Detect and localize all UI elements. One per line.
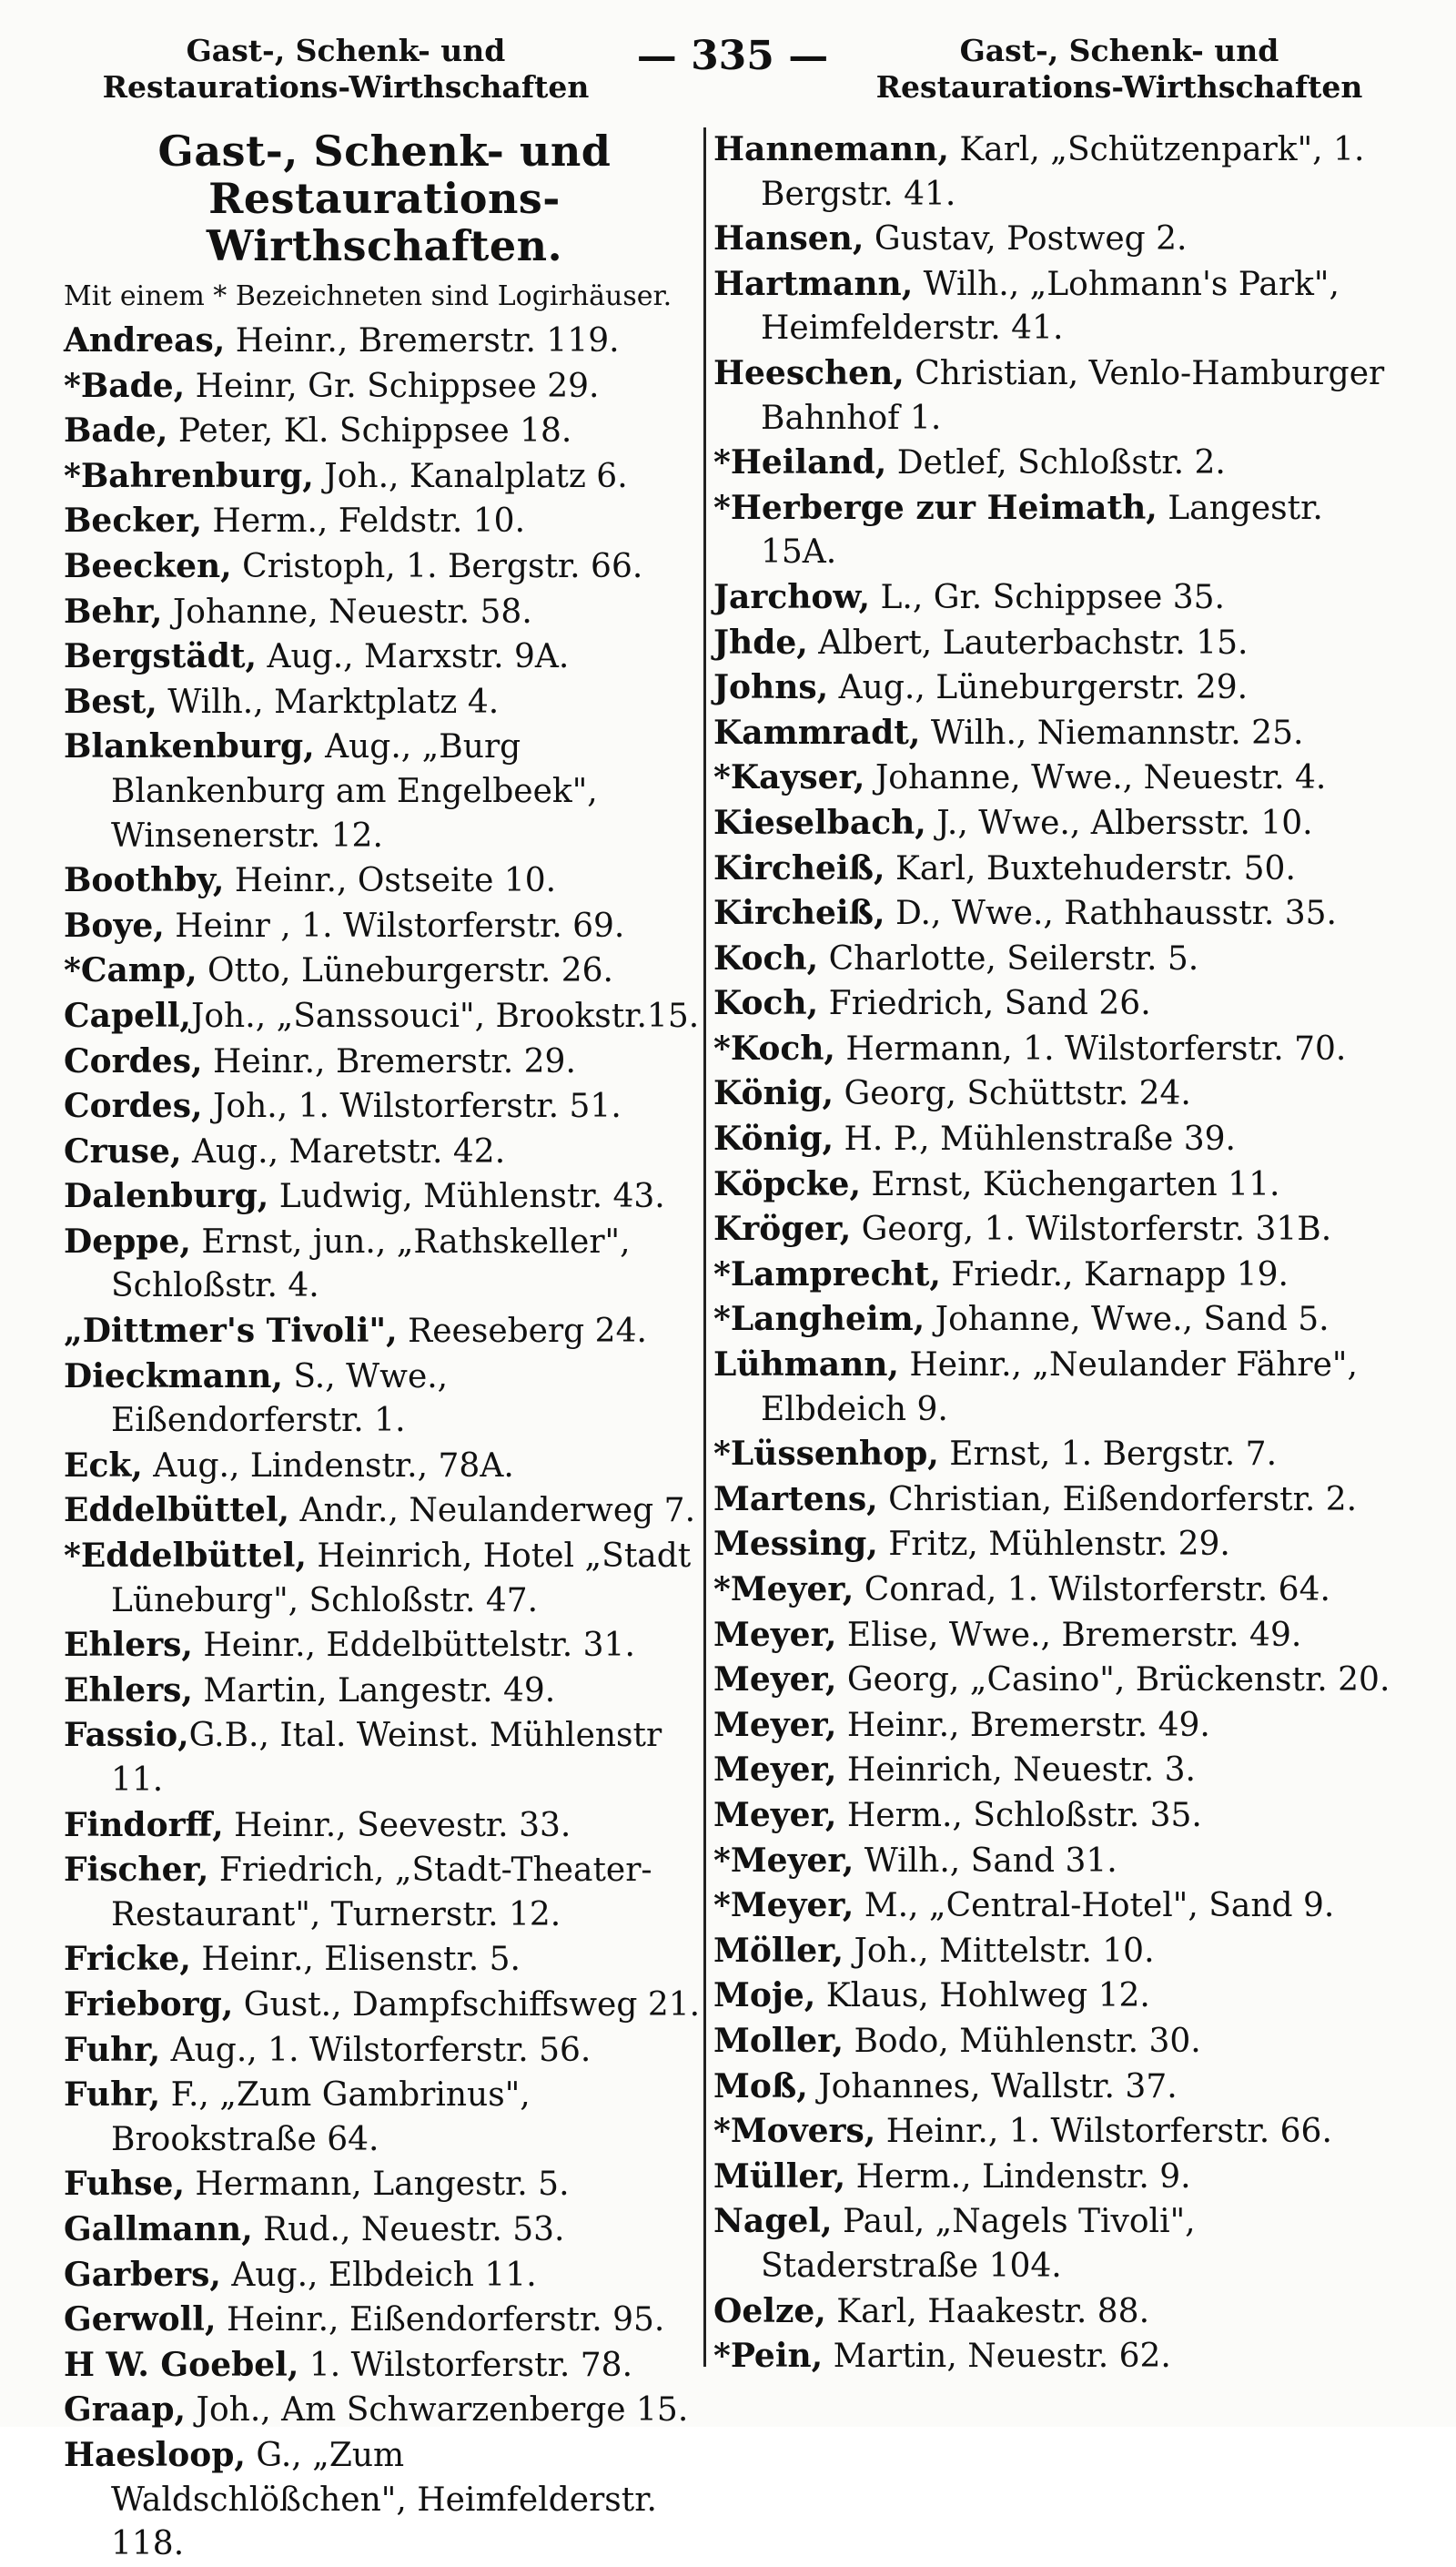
directory-entry [713, 1207, 1400, 1253]
directory-entry [64, 2028, 705, 2074]
entry-details: M., „Central-Hotel", Sand 9. [854, 1887, 1335, 1925]
entry-name: Beecken, [64, 546, 232, 585]
entry-name: Lühmann, [713, 1345, 899, 1385]
entry-name: Jarchow, [713, 577, 871, 616]
entry-details: F., „Zum Gambrinus", Brookstraße 64. [111, 2076, 531, 2158]
directory-entry [713, 756, 1400, 801]
directory-entry [64, 904, 705, 949]
entry-details: Paul, „Nagels Tivoli", Staderstraße 104. [761, 2203, 1196, 2285]
entry-name: Johns, [713, 668, 829, 707]
entry-name: Kircheiß, [713, 894, 885, 933]
entry-details: Aug., Maretstr. 42. [181, 1132, 506, 1171]
entry-details: Heinr., Ostseite 10. [224, 862, 557, 900]
entry-details: Heinr., „Neulander Fähre", Elbdeich 9. [761, 1346, 1358, 1428]
directory-entry [64, 544, 705, 590]
entry-details: Martin, Langestr. 49. [192, 1671, 556, 1710]
directory-entry [713, 1703, 1400, 1749]
entry-details: Otto, Lüneburgerstr. 26. [197, 952, 613, 990]
directory-entry [64, 1220, 705, 1309]
directory-entry [713, 2199, 1400, 2288]
directory-entry [713, 486, 1400, 575]
right-column [708, 127, 1400, 2379]
entry-details: Heinr., Eddelbüttelstr. 31. [192, 1627, 635, 1665]
entry-details: Cristoph, 1. Bergstr. 66. [231, 547, 643, 585]
entry-details: Detlef, Schloßstr. 2. [886, 444, 1226, 482]
entry-details: Friedrich, Sand 26. [818, 985, 1151, 1023]
entry-name: Koch, [713, 984, 819, 1023]
entry-details: Karl, Buxtehuderstr. 50. [885, 849, 1296, 888]
entry-details: Martin, Neuestr. 62. [823, 2338, 1171, 2376]
directory-entry [713, 1748, 1400, 1793]
entry-details: Heinr., 1. Wilstorferstr. 66. [875, 2113, 1332, 2151]
entry-name: Kieselbach, [713, 803, 926, 842]
directory-entry [64, 1355, 705, 1444]
entry-name: *Movers, [713, 2112, 876, 2151]
directory-entry [64, 319, 705, 364]
directory-entry [64, 2207, 705, 2253]
entry-name: Garbers, [64, 2255, 221, 2294]
entry-name: Fischer, [64, 1851, 209, 1890]
entry-details: Fritz, Mühlenstr. 29. [877, 1526, 1230, 1564]
entry-details: Aug., 1. Wilstorferstr. 56. [160, 2031, 592, 2069]
directory-entry [64, 858, 705, 904]
entry-details: Peter, Kl. Schippsee 18. [167, 412, 572, 451]
entry-name: Meyer, [713, 1660, 837, 1699]
entry-details: Friedr., Karnapp 19. [940, 1255, 1289, 1294]
entry-name: Fassio, [64, 1716, 189, 1755]
entry-details: Heinr., Bremerstr. 119. [225, 322, 620, 360]
entry-name: Boothby, [64, 861, 225, 900]
entry-name: Messing, [713, 1525, 878, 1564]
directory-entry [713, 801, 1400, 847]
entry-name: Meyer, [713, 1705, 837, 1744]
entry-details: Christian, Venlo-Hamburger Bahnhof 1. [761, 354, 1385, 437]
directory-entry [713, 1343, 1400, 1432]
directory-entry [64, 680, 705, 725]
entry-name: König, [713, 1074, 834, 1113]
directory-entry [64, 364, 705, 410]
entry-details: Gust., Dampfschiffsweg 21. [233, 1985, 701, 2024]
entry-details: Johanne, Wwe., Neuestr. 4. [864, 759, 1327, 797]
entry-details: Heinrich, Hotel „Stadt Lüneburg", Schloßstr. 47. [111, 1537, 692, 1619]
directory-entry [713, 1162, 1400, 1208]
left-column [64, 127, 705, 2567]
entry-name: *Heiland, [713, 443, 887, 482]
directory-entry [713, 891, 1400, 937]
directory-entry [713, 2109, 1400, 2155]
entry-details: Conrad, 1. Wilstorferstr. 64. [854, 1571, 1330, 1608]
directory-entry [64, 1937, 705, 1983]
entry-details: H. P., Mühlenstraße 39. [834, 1121, 1236, 1159]
directory-entry [713, 711, 1400, 756]
entry-name: Gallmann, [64, 2209, 253, 2248]
entry-details: 1. Wilstorferstr. 78. [298, 2346, 633, 2384]
entry-details: Rud., Neuestr. 53. [252, 2210, 565, 2248]
entry-name: Ehlers, [64, 1670, 193, 1710]
entry-name: „Dittmer's Tivoli", [64, 1312, 398, 1351]
entry-details: G.B., Ital. Weinst. Mühlenstr 11. [111, 1717, 662, 1799]
entry-name: Blankenburg, [64, 727, 315, 766]
directory-entry [713, 847, 1400, 892]
entry-name: Eck, [64, 1446, 143, 1485]
directory-entry [713, 937, 1400, 982]
entry-details: Heinr., Eißendorferstr. 95. [216, 2301, 665, 2339]
entry-name: *Bahrenburg, [64, 456, 314, 495]
directory-entry [64, 409, 705, 454]
directory-entry [64, 1848, 705, 1937]
entry-name: *Lüssenhop, [713, 1435, 939, 1474]
directory-entry [713, 1253, 1400, 1298]
entry-name: Dalenburg, [64, 1177, 269, 1216]
entry-name: Nagel, [713, 2202, 833, 2241]
entry-name: Fricke, [64, 1940, 191, 1979]
entry-name: Hannemann, [713, 130, 949, 168]
entry-name: Kammradt, [713, 713, 921, 752]
entry-details: D., Wwe., Rathhausstr. 35. [885, 895, 1337, 933]
entry-name: Heeschen, [713, 353, 905, 392]
entry-details: Klaus, Hohlweg 12. [815, 1977, 1150, 2015]
entry-details: Karl, Haakestr. 88. [825, 2292, 1150, 2330]
entry-details: Heinr., Bremerstr. 49. [836, 1706, 1210, 1744]
entry-details: Herm., Lindenstr. 9. [845, 2157, 1191, 2196]
directory-entry [713, 621, 1400, 666]
directory-entry [713, 127, 1400, 217]
entry-name: Martens, [713, 1479, 878, 1518]
entry-details: Elise, Wwe., Bremerstr. 49. [836, 1616, 1302, 1654]
directory-entry [64, 590, 705, 635]
directory-entry [64, 1713, 705, 1802]
entry-details: Bodo, Mühlenstr. 30. [844, 2022, 1201, 2060]
directory-entry [64, 2253, 705, 2298]
entry-details: Gustav, Postweg 2. [864, 220, 1188, 259]
entry-details: Ludwig, Mühlenstr. 43. [268, 1178, 665, 1216]
entry-details: Wilh., Sand 31. [854, 1842, 1117, 1880]
entry-details: Aug., Elbdeich 11. [220, 2256, 537, 2294]
directory-entry [64, 725, 705, 858]
entry-name: Eddelbüttel, [64, 1491, 290, 1530]
entry-name: Meyer, [713, 1750, 837, 1790]
directory-entry [713, 262, 1400, 351]
entry-details: Aug., „Burg Blankenburg am Engelbeek", Winsenerstr. 12. [111, 728, 598, 855]
entry-name: Hansen, [713, 219, 864, 259]
entry-name: Koch, [713, 939, 819, 978]
entry-name: Köpcke, [713, 1164, 861, 1203]
entry-name: Moller, [713, 2021, 844, 2060]
entry-name: Kröger, [713, 1210, 852, 1249]
entry-details: Heinr., Bremerstr. 29. [202, 1042, 576, 1081]
directory-entry [64, 1488, 705, 1534]
entry-name: Meyer, [713, 1615, 837, 1654]
entry-name: Best, [64, 682, 157, 721]
entry-details: S., Wwe., Eißendorferstr. 1. [111, 1357, 449, 1440]
directory-entry [713, 217, 1400, 262]
section-title: Gast-, Schenk- und Restaurations-Wirthschaften. [157, 127, 612, 270]
entry-details: Johanne, Neuestr. 58. [162, 593, 532, 631]
entry-name: Graap, [64, 2390, 187, 2430]
entry-name: *Meyer, [713, 1570, 854, 1608]
directory-entry [713, 1477, 1400, 1523]
entry-details: J., Wwe., Albersstr. 10. [925, 804, 1313, 842]
section-note: Mit einem * Bezeichneten sind Logirhäuser. [64, 280, 672, 312]
entry-details: Joh., 1. Wilstorferstr. 51. [202, 1088, 622, 1126]
directory-entry [713, 1793, 1400, 1839]
entry-details: Joh., Am Schwarzenberge 15. [186, 2391, 689, 2430]
entry-name: Frieborg, [64, 1984, 234, 2024]
directory-entry [64, 2388, 705, 2433]
entry-details: L., Gr. Schippsee 35. [870, 578, 1226, 616]
entry-details: Langestr. 15A. [761, 489, 1323, 572]
entry-name: Boye, [64, 906, 165, 945]
directory-entry [713, 1027, 1400, 1072]
entry-details: Johannes, Wallstr. 37. [807, 2067, 1178, 2105]
directory-entry [64, 499, 705, 544]
directory-entry [64, 2433, 705, 2567]
entry-details: Karl, „Schützenpark", 1. Bergstr. 41. [761, 131, 1365, 213]
entry-name: *Kayser, [713, 758, 865, 797]
entry-details: Heinrich, Neuestr. 3. [836, 1751, 1196, 1790]
entry-details: Heinr, Gr. Schippsee 29. [185, 367, 600, 405]
directory-entry [713, 2155, 1400, 2200]
entry-name: Oelze, [713, 2291, 826, 2330]
entry-details: Ernst, jun., „Rathskeller", Schloßstr. 4. [111, 1223, 631, 1305]
entry-name: Jhde, [713, 623, 808, 662]
directory-entry [64, 454, 705, 500]
entry-name: *Pein, [713, 2337, 824, 2376]
entry-details: Wilh., „Lohmann's Park", Heimfelderstr. 41. [761, 265, 1340, 348]
entry-name: Andreas, [64, 321, 226, 360]
entry-name: Moß, [713, 2066, 808, 2105]
directory-entry [64, 1983, 705, 2028]
page-number: — 335 — [636, 33, 829, 79]
entry-name: Meyer, [713, 1795, 837, 1834]
entry-name: Ehlers, [64, 1626, 193, 1665]
entry-details: Hermann, Langestr. 5. [184, 2166, 570, 2204]
entry-name: Becker, [64, 502, 202, 541]
directory-entry [713, 1522, 1400, 1568]
entry-details: Charlotte, Seilerstr. 5. [818, 939, 1199, 978]
directory-entry [64, 1130, 705, 1175]
entry-name: Dieckmann, [64, 1356, 283, 1395]
entry-name: Cruse, [64, 1131, 182, 1171]
directory-entry [64, 1669, 705, 1714]
entry-name: König, [713, 1120, 834, 1159]
entry-details: Herm., Feldstr. 10. [201, 502, 526, 541]
entry-details: Georg, Schüttstr. 24. [834, 1075, 1191, 1113]
entry-details: Heinr., Elisenstr. 5. [190, 1941, 521, 1979]
entry-name: Cordes, [64, 1041, 203, 1081]
entry-details: G., „Zum Waldschlößchen", Heimfelderstr. 118. [111, 2436, 657, 2563]
directory-entry [713, 1839, 1400, 1884]
directory-entry [713, 441, 1400, 486]
directory-entry [64, 1084, 705, 1130]
directory-entry [713, 1568, 1400, 1613]
entry-details: Heinr., Seevestr. 33. [223, 1806, 571, 1844]
entry-name: *Herberge zur Heimath, [713, 488, 1158, 527]
directory-entry [713, 1297, 1400, 1343]
entry-details: Joh., „Sanssouci", Brookstr.15. [190, 997, 700, 1035]
entry-name: Capell, [64, 996, 191, 1035]
entry-details: Christian, Eißendorferstr. 2. [877, 1480, 1358, 1518]
entry-details: Heinr , 1. Wilstorferstr. 69. [164, 907, 625, 945]
entry-name: *Langheim, [713, 1300, 925, 1339]
entry-details: Herm., Schloßstr. 35. [836, 1796, 1202, 1834]
directory-entry [64, 1444, 705, 1489]
directory-entry [713, 2065, 1400, 2110]
entry-name: *Lamprecht, [713, 1254, 941, 1294]
entry-details: Reeseberg 24. [397, 1313, 647, 1351]
entry-name: *Bade, [64, 366, 186, 405]
entry-name: Möller, [713, 1931, 844, 1970]
entry-name: Hartmann, [713, 264, 914, 303]
entry-name: Bade, [64, 411, 168, 451]
entry-details: Joh., Kanalplatz 6. [313, 457, 628, 495]
entry-name: Fuhse, [64, 2165, 185, 2204]
directory-entry [64, 949, 705, 994]
entry-name: Deppe, [64, 1222, 191, 1261]
entry-name: Moje, [713, 1976, 816, 2015]
entry-name: Fuhr, [64, 2075, 161, 2115]
entry-name: Müller, [713, 2156, 846, 2196]
entry-name: *Camp, [64, 951, 197, 990]
directory-entry [64, 994, 705, 1040]
entry-details: Ernst, Küchengarten 11. [860, 1165, 1280, 1203]
entry-name: Bergstädt, [64, 637, 258, 676]
directory-entry [713, 1929, 1400, 1974]
directory-entry [713, 665, 1400, 711]
directory-entry [713, 2289, 1400, 2335]
directory-entry [713, 1432, 1400, 1477]
entry-name: Behr, [64, 592, 163, 631]
page-header [64, 33, 1401, 124]
directory-entry [713, 575, 1400, 621]
entry-name: Cordes, [64, 1087, 203, 1126]
directory-entry [713, 351, 1400, 441]
entry-name: *Meyer, [713, 1841, 854, 1880]
directory-entry [713, 1658, 1400, 1703]
entry-details: Hermann, 1. Wilstorferstr. 70. [834, 1030, 1347, 1068]
directory-entry [64, 1803, 705, 1849]
directory-entry [713, 2019, 1400, 2065]
entry-details: Wilh., Marktplatz 4. [157, 683, 500, 721]
entry-details: Andr., Neulanderweg 7. [289, 1492, 696, 1530]
entry-name: *Meyer, [713, 1886, 854, 1925]
column-divider [703, 127, 706, 2367]
entry-name: H W. Goebel, [64, 2345, 299, 2384]
directory-entry [713, 1071, 1400, 1117]
entry-details: Aug., Lindenstr., 78A. [142, 1446, 514, 1485]
entry-name: Kircheiß, [713, 848, 885, 888]
entry-details: Albert, Lauterbachstr. 15. [807, 624, 1249, 662]
entry-name: *Eddelbüttel, [64, 1537, 307, 1576]
directory-entry [713, 1973, 1400, 2019]
directory-entry [713, 1883, 1400, 1929]
directory-entry [64, 2343, 705, 2389]
entry-name: Findorff, [64, 1805, 224, 1844]
running-head-right: Gast-, Schenk- und Restaurations-Wirthschaften [875, 33, 1363, 105]
entry-name: *Koch, [713, 1029, 835, 1068]
directory-entry [64, 1174, 705, 1220]
entry-details: Friedrich, „Stadt-Theater-Restaurant", Turnerstr. 12. [111, 1852, 652, 1933]
directory-entry [713, 1613, 1400, 1659]
entry-details: Georg, „Casino", Brückenstr. 20. [836, 1661, 1390, 1699]
directory-entry [64, 2073, 705, 2162]
directory-entry [64, 2298, 705, 2343]
entry-details: Joh., Mittelstr. 10. [844, 1932, 1155, 1970]
entry-name: Gerwoll, [64, 2300, 217, 2339]
directory-entry [64, 1040, 705, 1085]
directory-entry [64, 1309, 705, 1355]
entry-details: Aug., Lüneburgerstr. 29. [828, 669, 1249, 707]
directory-entry [64, 1534, 705, 1623]
entry-details: Ernst, 1. Bergstr. 7. [938, 1436, 1278, 1474]
entry-details: Aug., Marxstr. 9A. [257, 638, 570, 676]
entry-details: Wilh., Niemannstr. 25. [920, 714, 1304, 752]
directory-entry [64, 634, 705, 680]
entry-details: Johanne, Wwe., Sand 5. [925, 1301, 1330, 1339]
directory-entry [64, 1623, 705, 1669]
entry-name: Fuhr, [64, 2030, 161, 2069]
running-head-left: Gast-, Schenk- und Restaurations-Wirthschaften [102, 33, 590, 105]
directory-entry [64, 2162, 705, 2207]
directory-entry [713, 2334, 1400, 2379]
directory-entry [713, 981, 1400, 1027]
entry-details: Georg, 1. Wilstorferstr. 31B. [851, 1211, 1332, 1249]
directory-entry [713, 1117, 1400, 1162]
entry-name: Haesloop, [64, 2435, 246, 2474]
